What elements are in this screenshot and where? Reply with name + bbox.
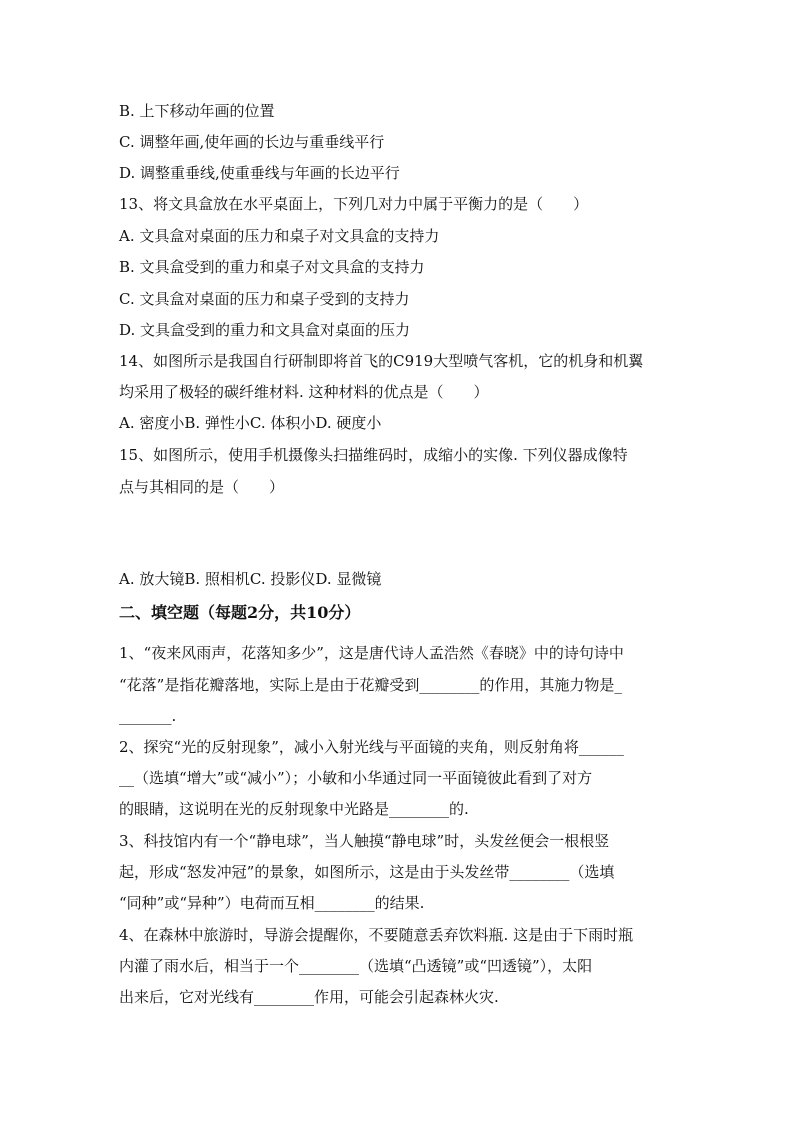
fill2-line3: 的眼睛，这说明在光的反射现象中光路是________的. (119, 800, 469, 818)
q12-option-b: B. 上下移动年画的位置 (119, 102, 275, 120)
q12-option-c: C. 调整年画,使年画的长边与重垂线平行 (119, 133, 385, 151)
q15-options: A. 放大镜B. 照相机C. 投影仪D. 显微镜 (119, 570, 382, 588)
fill4-line1: 4、在森林中旅游时，导游会提醒你，不要随意丢弃饮料瓶. 这是由于下雨时瓶 (119, 926, 634, 944)
q13-option-b: B. 文具盒受到的重力和桌子对文具盒的支持力 (119, 258, 425, 276)
q13-stem: 13、将文具盒放在水平桌面上，下列几对力中属于平衡力的是（ ） (119, 195, 589, 213)
q14-stem-line1: 14、如图所示是我国自行研制即将首飞的C919大型喷气客机，它的机身和机翼 (119, 352, 644, 370)
fill4-line3: 出来后，它对光线有________作用，可能会引起森林火灾. (119, 988, 499, 1006)
q15-stem-line1: 15、如图所示，使用手机摄像头扫描维码时，成缩小的实像. 下列仪器成像特 (119, 446, 628, 464)
fill1-line1: 1、“夜来风雨声，花落知多少”，这是唐代诗人孟浩然《春晓》中的诗句诗中 (119, 644, 624, 662)
fill4-line2: 内灌了雨水后，相当于一个________（选填“凸透镜”或“凹透镜”），太阳 (119, 957, 593, 975)
q12-option-d: D. 调整重垂线,使重垂线与年画的长边平行 (119, 164, 400, 182)
q13-option-c: C. 文具盒对桌面的压力和桌子受到的支持力 (119, 290, 410, 308)
fill2-line1: 2、探究“光的反射现象”，减小入射光线与平面镜的夹角，则反射角将______ (119, 738, 624, 756)
fill2-line2: __（选填“增大”或“减小”）；小敏和小华通过同一平面镜彼此看到了对方 (119, 769, 593, 787)
q14-stem-line2: 均采用了极轻的碳纤维材料. 这种材料的优点是（ ） (119, 383, 489, 401)
q13-option-d: D. 文具盒受到的重力和文具盒对桌面的压力 (119, 321, 411, 339)
q15-stem-line2: 点与其相同的是（ ） (119, 478, 285, 496)
section-heading: 二、填空题（每题2分，共10分） (119, 603, 361, 622)
q13-option-a: A. 文具盒对桌面的压力和桌子对文具盒的支持力 (119, 227, 440, 245)
fill1-line3: _______. (119, 707, 177, 725)
q14-options: A. 密度小B. 弹性小C. 体积小D. 硬度小 (119, 414, 382, 432)
fill3-line1: 3、科技馆内有一个“静电球”，当人触摸“静电球”时，头发丝便会一根根竖 (119, 832, 610, 850)
fill3-line3: “同种”或“异种”）电荷而互相________的结果. (119, 894, 425, 912)
fill3-line2: 起，形成“怒发冲冠”的景象，如图所示，这是由于头发丝带________（选填 (119, 863, 615, 881)
fill1-line2: “花落”是指花瓣落地，实际上是由于花瓣受到________的作用，其施力物是_ (119, 676, 622, 694)
